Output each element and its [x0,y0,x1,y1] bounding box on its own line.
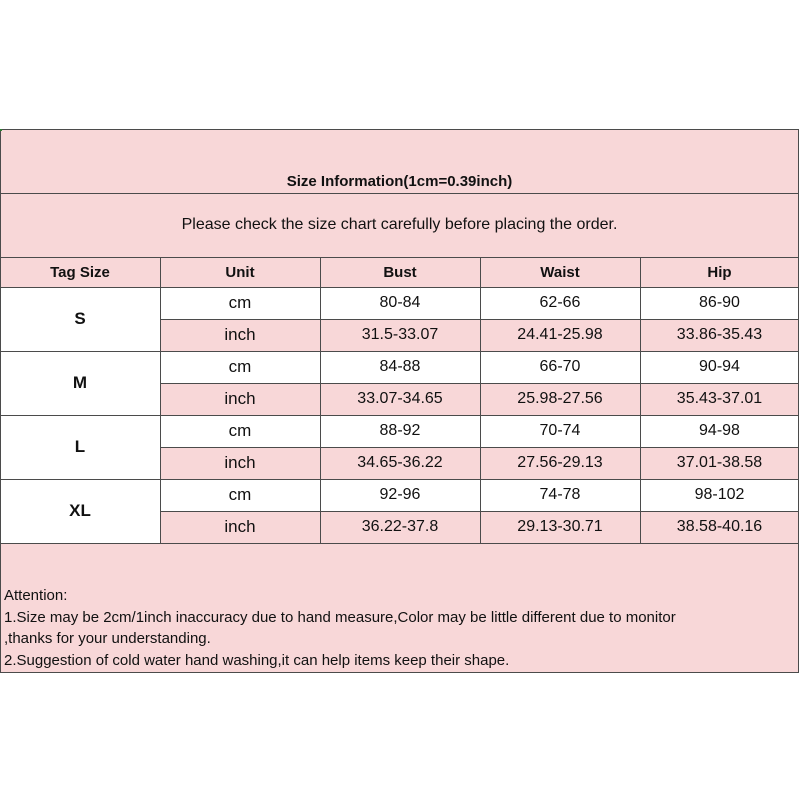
unit-cell: inch [224,517,256,536]
waist-cell: 66-70 [480,351,640,383]
unit-cell: inch [224,325,256,344]
grid-line [480,257,481,543]
header-unit: Unit [225,263,255,281]
grid-line [0,351,799,352]
grid-line [640,257,641,543]
hip-cell: 98-102 [640,479,799,511]
unit-cell: cm [160,351,320,383]
header-tag-size: Tag Size [50,263,110,281]
bust-cell: 88-92 [320,415,480,447]
tag-size-m: M [0,351,160,415]
hip-cell: 38.58-40.16 [676,518,763,535]
grid-line [0,415,799,416]
unit-cell: cm [160,479,320,511]
waist-cell: 29.13-30.71 [517,518,603,535]
waist-cell: 62-66 [480,287,640,319]
unit-cell: inch [224,453,256,472]
waist-cell: 25.98-27.56 [517,390,603,407]
hip-cell: 37.01-38.58 [676,454,763,471]
waist-cell: 70-74 [480,415,640,447]
tag-size-s: S [0,287,160,351]
bust-cell: 36.22-37.8 [361,518,439,535]
attention-notes [4,585,676,671]
attention-line: ,thanks for your understanding. [4,630,211,647]
grid-line [0,193,799,194]
bust-cell: 34.65-36.22 [357,454,443,471]
chart-title: Size Information(1cm=0.39inch) [286,173,513,190]
header-bust: Bust [383,263,417,281]
order-notice: Please check the size chart carefully before placing the order. [181,216,618,233]
header-hip: Hip [707,263,732,281]
hip-cell: 35.43-37.01 [676,390,763,407]
waist-cell: 27.56-29.13 [517,454,603,471]
waist-cell: 24.41-25.98 [517,326,603,343]
bust-cell: 92-96 [320,479,480,511]
hip-cell: 33.86-35.43 [676,326,763,343]
size-chart [0,129,799,673]
attention-line: 1.Size may be 2cm/1inch inaccuracy due to hand measure,Color may be little different due to monitor [4,608,676,626]
bust-cell: 84-88 [320,351,480,383]
grid-line [160,257,161,543]
attention-heading: Attention: [4,587,68,604]
hip-cell: 86-90 [640,287,799,319]
bust-cell: 33.07-34.65 [357,390,443,407]
hip-cell: 90-94 [640,351,799,383]
unit-cell: inch [224,389,256,408]
bust-cell: 80-84 [320,287,480,319]
waist-cell: 74-78 [480,479,640,511]
attention-line: 2.Suggestion of cold water hand washing,it can help items keep their shape. [4,651,510,669]
unit-cell: cm [160,287,320,319]
grid-line [320,257,321,543]
tag-size-xl: XL [0,479,160,543]
tag-size-l: L [0,415,160,479]
bust-cell: 31.5-33.07 [361,326,439,343]
corner-mark [0,129,2,131]
header-waist: Waist [540,263,580,281]
grid-line [0,287,799,288]
hip-cell: 94-98 [640,415,799,447]
grid-line [0,479,799,480]
grid-line [0,543,799,544]
grid-line [0,257,799,258]
unit-cell: cm [160,415,320,447]
